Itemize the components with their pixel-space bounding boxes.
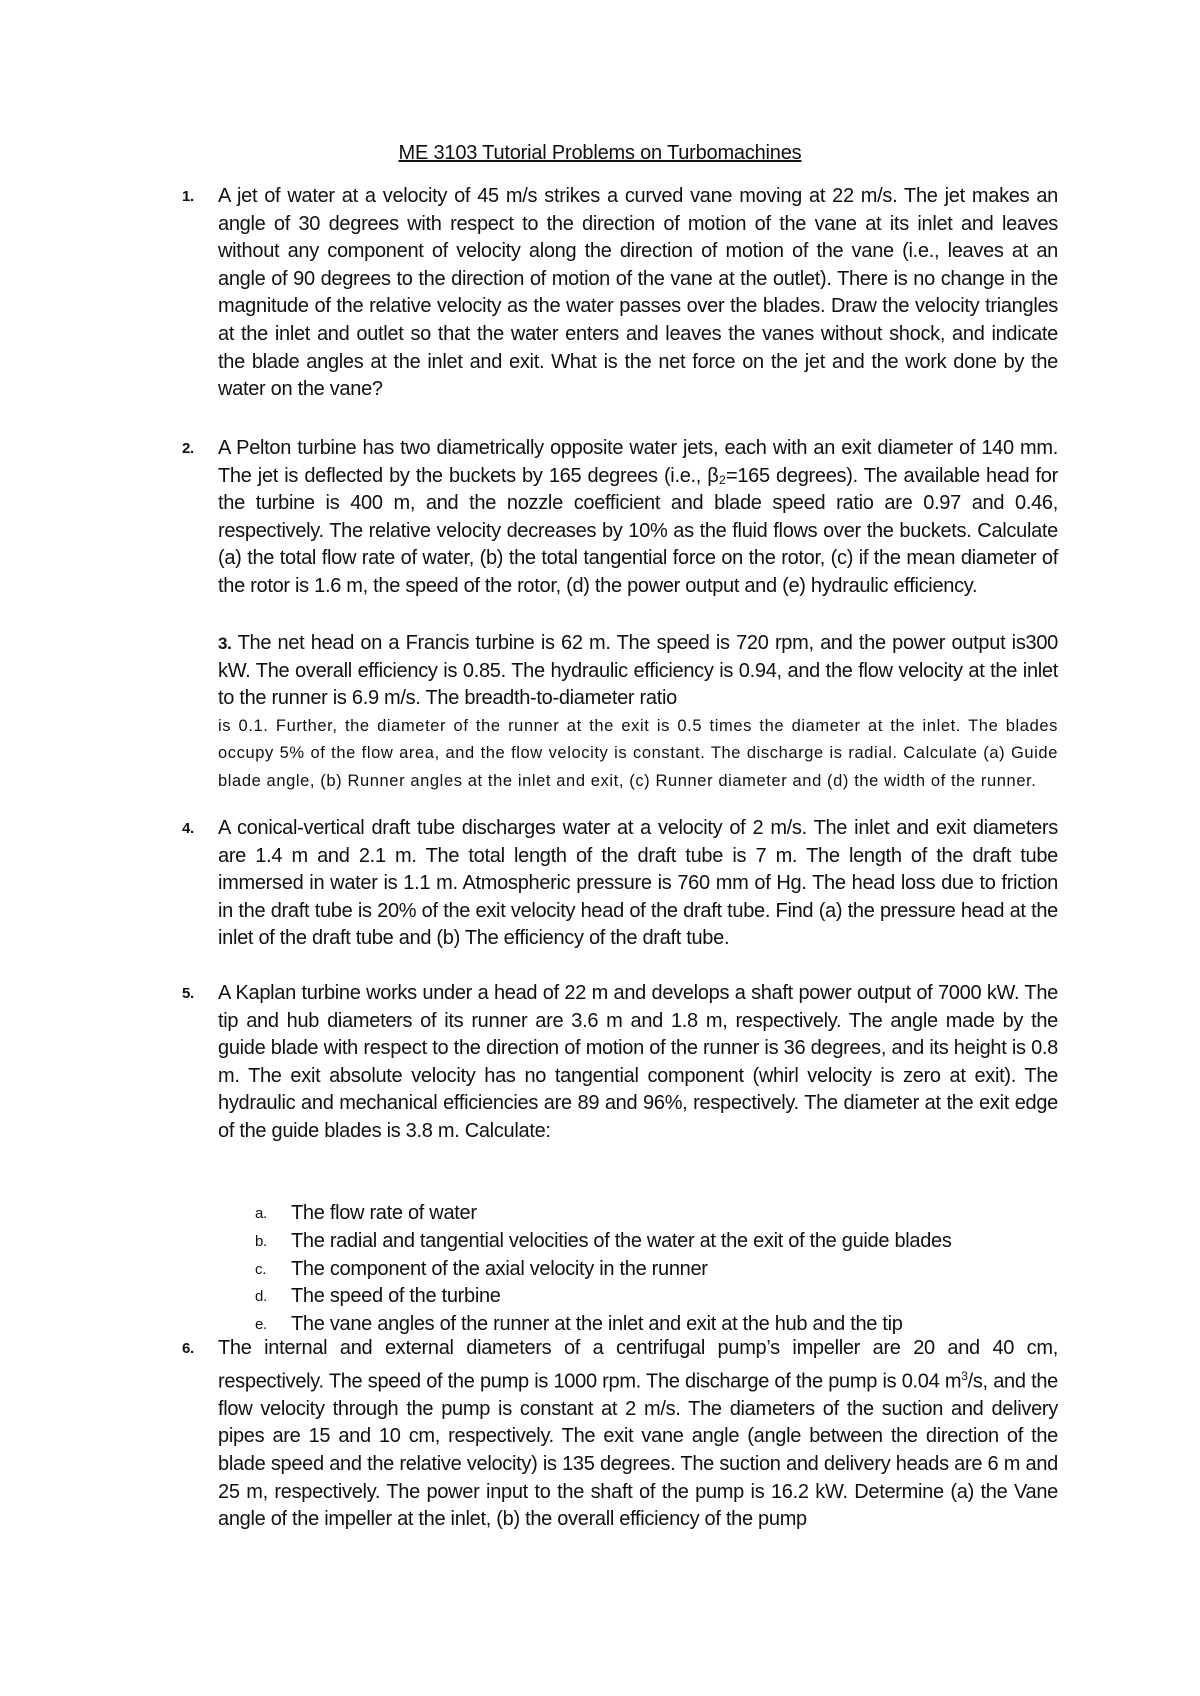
problem-text: [218, 1335, 1058, 1534]
subitem-text: The component of the axial velocity in the runner: [291, 1257, 708, 1280]
problem-text: A conical-vertical draft tube discharges water at a velocity of 2 m/s. The inlet and exit diameters are 1.4 m and 2.1 m. The total length of the draft tube is 7 m. The length of the draft tube immersed in water is 1.1 m. Atmospheric pressure is 760 mm of Hg. The head loss due to friction in the draft tube is 20% of the exit velocity head of the draft tube. Find (a) the pressure head at the inlet of the draft tube and (b) The efficiency of the draft tube.: [218, 817, 1058, 950]
problem-5: [182, 980, 1058, 1146]
subitem-a: [255, 1200, 1075, 1228]
problem-text-continued: is 0.1. Further, the diameter of the runner at the exit is 0.5 times the diameter at the inlet. The blades occupy 5% of the flow area, and the flow velocity is constant. The discharge is radial. Calculate (a) Guide blade angle, (b) Runner angles at the inlet and exit, (c) Runner diameter and (d) the width of the runner.: [218, 716, 1058, 790]
problem-number: 3.: [218, 634, 232, 653]
subitem-text: The speed of the turbine: [291, 1285, 501, 1308]
problem-text: A Pelton turbine has two diametrically opposite water jets, each with an exit diameter of 140 mm. The jet is deflected by the buckets by 165 degrees (i.e., β₂=165 degrees). The available head for the turbine is 400 m, and the nozzle coefficient and blade speed ratio are 0.97 and 0.46, respectively. The relative velocity decreases by 10% as the fluid flows over the buckets. Calculate (a) the total flow rate of water, (b) the total tangential force on the rotor, (c) if the mean diameter of the rotor is 1.6 m, the speed of the rotor, (d) the power output and (e) hydraulic efficiency.: [218, 437, 1058, 597]
subitem-letter: e.: [255, 1316, 267, 1334]
problem-number: 4.: [182, 820, 194, 837]
problem-6: [182, 1335, 1058, 1534]
subitem-c: [255, 1256, 1075, 1284]
subitem-text: The radial and tangential velocities of the water at the exit of the guide blades: [291, 1229, 952, 1252]
problem-text: A jet of water at a velocity of 45 m/s strikes a curved vane moving at 22 m/s. The jet makes an angle of 30 degrees with respect to the direction of motion of the vane at its inlet and leaves without any component of velocity along the direction of motion of the vane (i.e., leaves at an angle of 90 degrees to the direction of motion of the vane at the outlet). There is no change in the magnitude of the relative velocity as the water passes over the blades. Draw the velocity triangles at the inlet and outlet so that the water enters and leaves the vanes without shock, and indicate the blade angles at the inlet and exit. What is the net force on the jet and the work done by the water on the vane?: [218, 185, 1058, 401]
subitem-b: [255, 1228, 1075, 1256]
problem-text-part: /s, and the flow velocity through the pump is constant at 2 m/s. The diameters of the suction and delivery pipes are 15 and 10 cm, respectively. The exit vane angle (angle between the direction of the blade speed and the relative velocity) is 135 degrees. The suction and delivery heads are 6 m and 25 m, respectively. The power input to the shaft of the pump is 16.2 kW. Determine (a) the Vane angle of the impeller at the inlet, (b) the overall efficiency of the pump: [218, 1370, 1058, 1531]
problem-1: [182, 183, 1058, 404]
problem-text-main: [218, 630, 1058, 713]
subitem-text: The flow rate of water: [291, 1202, 477, 1224]
subitem-letter: b.: [255, 1232, 267, 1250]
problem-4: [182, 815, 1058, 953]
subitem-letter: a.: [255, 1205, 267, 1222]
subitem-letter: d.: [255, 1288, 267, 1306]
problem-number: 5.: [182, 985, 194, 1002]
problem-5-subitems: [255, 1200, 1075, 1339]
problem-3: [218, 630, 1058, 796]
subitem-text: The vane angles of the runner at the inlet and exit at the hub and the tip: [291, 1313, 903, 1336]
superscript: 3: [961, 1368, 968, 1383]
problem-number: 1.: [182, 188, 194, 205]
problem-2: [182, 435, 1058, 601]
problem-text: A Kaplan turbine works under a head of 22 m and develops a shaft power output of 7000 kW. The tip and hub diameters of its runner are 3.6 m and 1.8 m, respectively. The angle made by the guide blade with respect to the direction of motion of the runner is 36 degrees, and its height is 0.8 m. The exit absolute velocity has no tangential component (whirl velocity is zero at exit). The hydraulic and mechanical efficiencies are 89 and 96%, respectively. The diameter at the exit edge of the guide blades is 3.8 m. Calculate:: [218, 982, 1058, 1142]
subitem-d: [255, 1283, 1075, 1311]
page-title: ME 3103 Tutorial Problems on Turbomachines: [398, 142, 802, 164]
problem-number: 2.: [182, 440, 194, 457]
problem-text-part: The net head on a Francis turbine is 62 m. The speed is 720 rpm, and the power output is300 kW. The overall efficiency is 0.85. The hydraulic efficiency is 0.94, and the flow velocity at the inlet to the runner is 6.9 m/s. The breadth-to-diameter ratio: [218, 632, 1058, 710]
problem-text-part: The internal and external diameters of a centrifugal pump’s impeller are 20 and 40 cm, respectively. The speed of the pump is 1000 rpm. The discharge of the pump is 0.04 m: [218, 1337, 1058, 1393]
problem-number: 6.: [182, 1340, 194, 1357]
subitem-letter: c.: [255, 1260, 267, 1278]
